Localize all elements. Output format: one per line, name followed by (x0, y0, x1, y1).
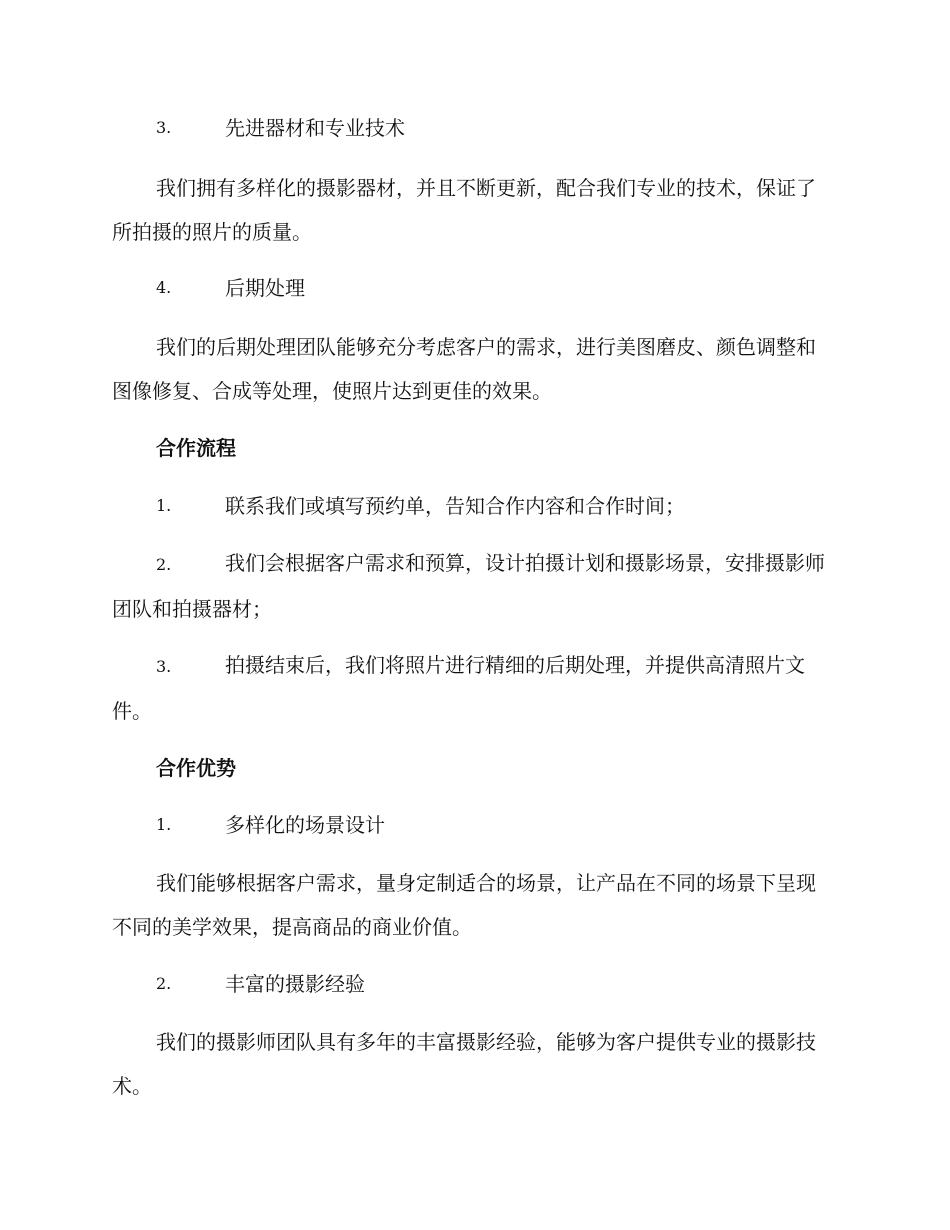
list-item (112, 106, 832, 150)
list-item-number: 1. (156, 496, 172, 515)
body-paragraph: 我们的摄影师团队具有多年的丰富摄影经验，能够为客户提供专业的摄影技术。 (112, 1030, 816, 1098)
list-item-number: 3. (156, 657, 172, 676)
section-heading: 合作优势 (156, 756, 236, 780)
list-item-text: 后期处理 (225, 276, 305, 300)
list-item-number: 4. (156, 278, 172, 297)
list-item-text: 我们会根据客户需求和预算，设计拍摄计划和摄影场景，安排摄影师团队和拍摄器材； (112, 551, 825, 621)
list-item-text: 拍摄结束后，我们将照片进行精细的后期处理，并提供高清照片文件。 (112, 653, 805, 723)
section-heading: 合作流程 (156, 436, 236, 460)
body-paragraph: 我们拥有多样化的摄影器材，并且不断更新，配合我们专业的技术，保证了所拍摄的照片的质量。 (112, 176, 816, 244)
list-item-number: 2. (156, 974, 172, 993)
list-item (112, 266, 832, 310)
list-item-number: 3. (156, 118, 172, 137)
list-item (112, 541, 832, 631)
list-item-number: 1. (156, 815, 172, 834)
list-item-text: 丰富的摄影经验 (225, 972, 365, 996)
list-item-text: 多样化的场景设计 (225, 813, 385, 837)
list-item-text: 先进器材和专业技术 (225, 116, 405, 140)
list-item (112, 962, 832, 1006)
list-item (112, 643, 832, 733)
list-item (112, 484, 832, 528)
list-item (112, 803, 832, 847)
body-paragraph: 我们能够根据客户需求，量身定制适合的场景，让产品在不同的场景下呈现不同的美学效果，提高商品的商业价值。 (112, 871, 816, 939)
body-paragraph: 我们的后期处理团队能够充分考虑客户的需求，进行美图磨皮、颜色调整和图像修复、合成等处理，使照片达到更佳的效果。 (112, 335, 816, 403)
list-item-number: 2. (156, 555, 172, 574)
list-item-text: 联系我们或填写预约单，告知合作内容和合作时间； (225, 494, 685, 518)
